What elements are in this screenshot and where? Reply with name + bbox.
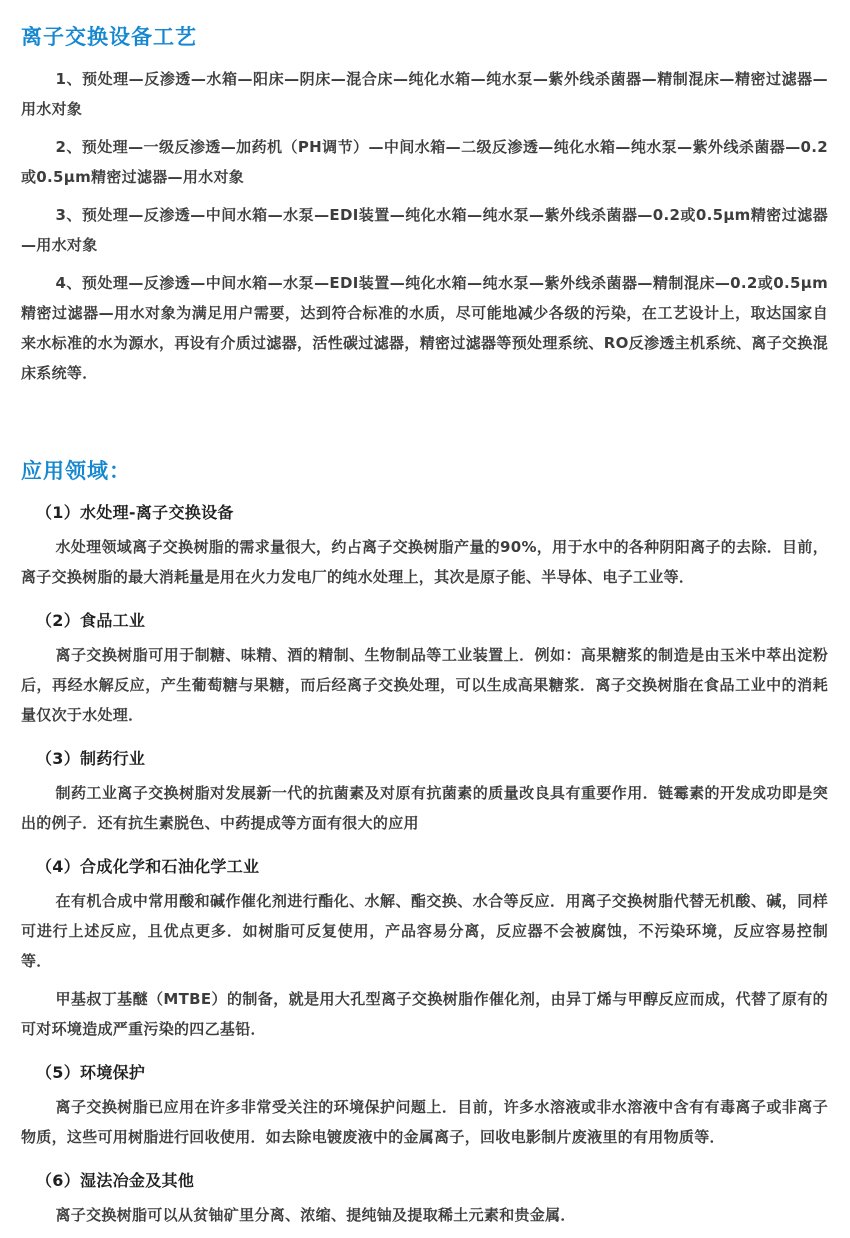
process-step-4: 4、预处理—反渗透—中间水箱—水泵—EDI装置—纯化水箱—纯水泵—紫外线杀菌器—精制混床—0.2或0.5μm精密过滤器—用水对象为满足用户需要，达到符合标准的水质，尽可能地减少各级的污染，在工艺设计上，取达国家自来水标准的水为源水，再设有介质过滤器，活性碳过滤器，精密过滤器等预处理系统、RO反渗透主机系统、离子交换混床系统等． xyxy=(21,274,828,382)
application-item-environment xyxy=(21,1062,828,1152)
application-item-hydrometallurgy xyxy=(21,1170,828,1230)
application-heading: （5）环境保护 xyxy=(36,1063,146,1082)
application-paragraph: 甲基叔丁基醚（MTBE）的制备，就是用大孔型离子交换树脂作催化剂，由异丁烯与甲醇反应而成，代替了原有的可对环境造成严重污染的四乙基铅． xyxy=(21,990,828,1038)
application-item-pharmaceutical xyxy=(21,748,828,838)
process-step-1: 1、预处理—反渗透—水箱—阳床—阴床—混合床—纯化水箱—纯水泵—紫外线杀菌器—精制混床—精密过滤器—用水对象 xyxy=(21,70,828,118)
application-heading: （4）合成化学和石油化学工业 xyxy=(36,857,260,876)
application-heading: （1）水处理-离子交换设备 xyxy=(36,503,234,522)
application-paragraph: 离子交换树脂已应用在许多非常受关注的环境保护问题上．目前，许多水溶液或非水溶液中含有有毒离子或非离子物质，这些可用树脂进行回收使用．如去除电镀废液中的金属离子，回收电影制片废液里的有用物质等． xyxy=(21,1098,828,1146)
application-heading: （3）制药行业 xyxy=(36,749,146,768)
application-item-water-treatment xyxy=(21,502,828,592)
process-step-3: 3、预处理—反渗透—中间水箱—水泵—EDI装置—纯化水箱—纯水泵—紫外线杀菌器—0.2或0.5μm精密过滤器—用水对象 xyxy=(21,206,828,254)
application-paragraph: 离子交换树脂可以从贫铀矿里分离、浓缩、提纯铀及提取稀土元素和贵金属． xyxy=(55,1206,576,1224)
process-section-title: 离子交换设备工艺 xyxy=(21,25,197,49)
application-paragraph: 水处理领域离子交换树脂的需求量很大，约占离子交换树脂产量的90%，用于水中的各种阴阳离子的去除．目前，离子交换树脂的最大消耗量是用在火力发电厂的纯水处理上，其次是原子能、半导体、电子工业等． xyxy=(21,538,828,586)
applications-section-title: 应用领域： xyxy=(21,459,131,483)
process-step-2: 2、预处理—一级反渗透—加药机（PH调节）—中间水箱—二级反渗透—纯化水箱—纯水泵—紫外线杀菌器—0.2或0.5μm精密过滤器—用水对象 xyxy=(21,138,828,186)
application-item-food-industry xyxy=(21,610,828,730)
application-heading: （6）湿法冶金及其他 xyxy=(36,1171,195,1190)
application-paragraph: 离子交换树脂可用于制糖、味精、酒的精制、生物制品等工业装置上．例如：高果糖浆的制造是由玉米中萃出淀粉后，再经水解反应，产生葡萄糖与果糖，而后经离子交换处理，可以生成高果糖浆．离子交换树脂在食品工业中的消耗量仅次于水处理． xyxy=(21,646,828,724)
application-paragraph: 制药工业离子交换树脂对发展新一代的抗菌素及对原有抗菌素的质量改良具有重要作用．链霉素的开发成功即是突出的例子．还有抗生素脱色、中药提成等方面有很大的应用 xyxy=(21,784,828,832)
application-item-synthetic-petrochemical xyxy=(21,856,828,1044)
application-paragraph: 在有机合成中常用酸和碱作催化剂进行酯化、水解、酯交换、水合等反应．用离子交换树脂代替无机酸、碱，同样可进行上述反应，且优点更多．如树脂可反复使用，产品容易分离，反应器不会被腐蚀，不污染环境，反应容易控制等． xyxy=(21,892,828,970)
application-heading: （2）食品工业 xyxy=(36,611,146,630)
